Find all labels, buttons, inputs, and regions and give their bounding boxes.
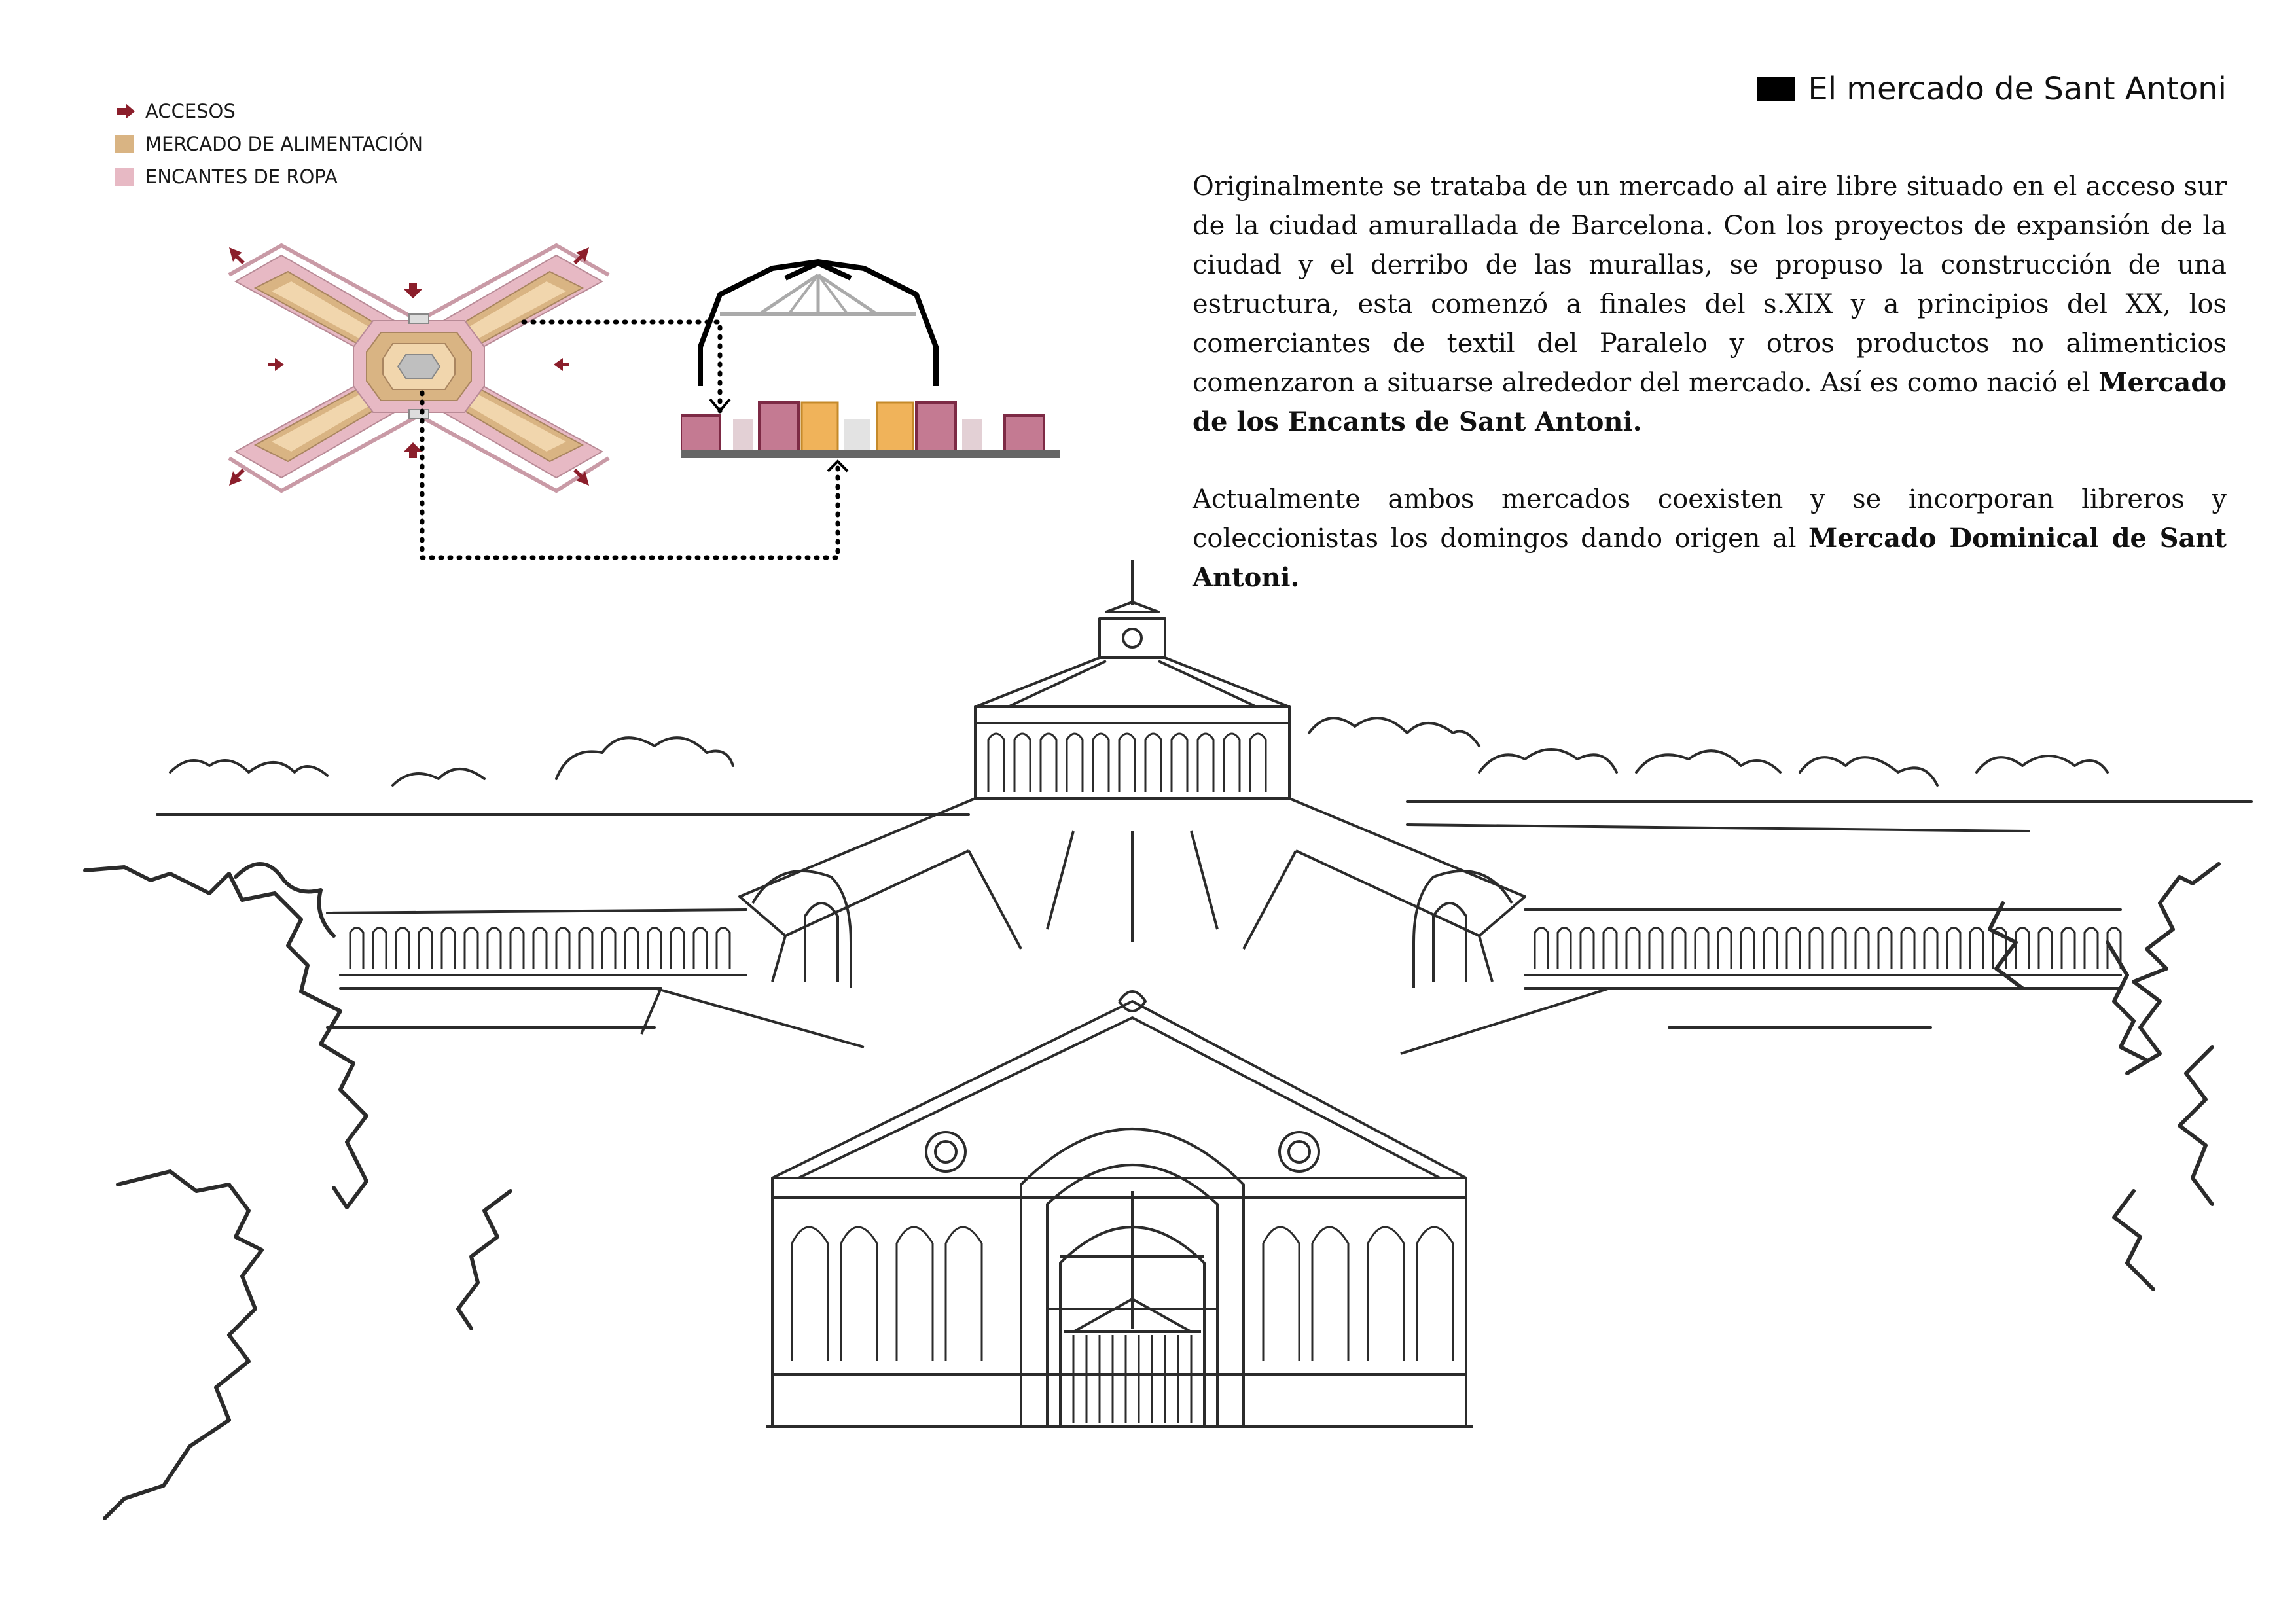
paragraph-history-text: Originalmente se trataba de un mercado al aire libre situado en el acceso sur de la ciudad amurallada de Barcelona. Con los proyectos de expansión de la ciudad y el derribo de las murallas, se propuso la construcción de una estructura, esta comenzó a finales del s.XIX y a principios del XX, los comerciantes de textil del Paralelo y otros productos no alimenticios comenzaron a situarse alrededor del mercado. Así es como nació el [1193, 171, 2227, 398]
left-arcade-windows [350, 928, 730, 969]
central-pavilion [641, 560, 1610, 1427]
legend-label: ENCANTES DE ROPA [145, 166, 338, 188]
dominical-market-name: Mercado Dominical de Sant Antoni. [1193, 523, 2227, 593]
page-title: El mercado de Sant Antoni [1808, 71, 2227, 107]
paragraph-today-text: Actualmente ambos mercados coexisten y se incorporan libreros y coleccionistas los domingos dando origen al [1193, 484, 2227, 554]
legend-label: MERCADO DE ALIMENTACIÓN [145, 133, 423, 155]
right-arcade-windows [1535, 928, 2121, 969]
encants-market-name: Mercado de los Encants de Sant Antoni. [1193, 367, 2227, 437]
legend-label: ACCESOS [145, 100, 236, 122]
